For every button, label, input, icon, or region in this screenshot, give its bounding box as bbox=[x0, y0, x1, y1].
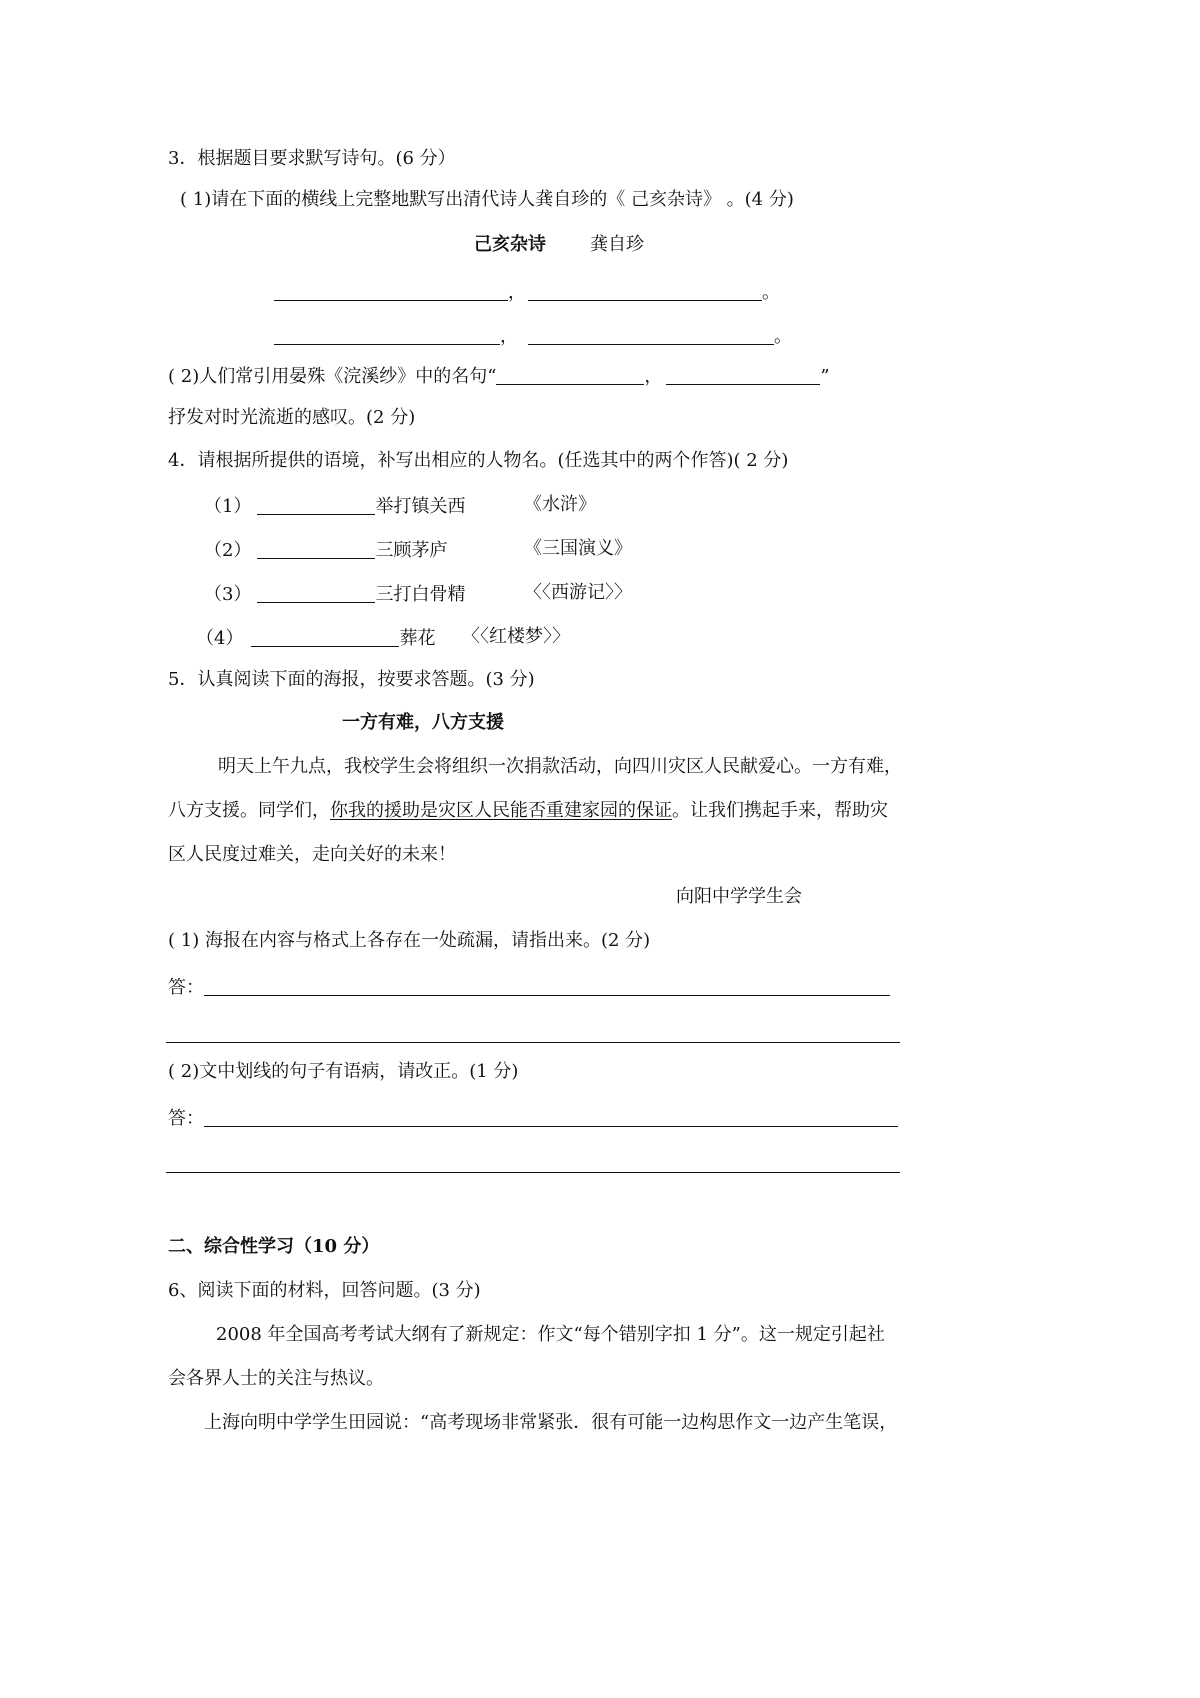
q3-title: 3．根据题目要求默写诗句。(6 分） bbox=[168, 148, 456, 169]
q3-sub2: ( 2)人们常引用晏殊《浣溪纱》中的名句“ ， ” bbox=[168, 366, 830, 387]
answer-blank[interactable] bbox=[257, 496, 375, 515]
q5-title: 5．认真阅读下面的海报，按要求答题。(3 分) bbox=[168, 669, 535, 690]
paragraph-line: 会各界人士的关注与热议。 bbox=[168, 1368, 384, 1389]
answer-blank[interactable] bbox=[528, 282, 762, 301]
poster-title: 一方有难，八方支援 bbox=[342, 712, 504, 733]
answer-blank[interactable] bbox=[204, 1108, 898, 1127]
answer-blank[interactable] bbox=[496, 366, 644, 385]
answer-blank[interactable] bbox=[166, 1024, 900, 1043]
poem-line-2: ， 。 bbox=[274, 326, 792, 346]
q4-book: 《三国演义》 bbox=[524, 538, 632, 559]
poem-title: 己亥杂诗 bbox=[474, 234, 546, 255]
answer-blank[interactable] bbox=[666, 366, 820, 385]
answer-blank[interactable] bbox=[251, 628, 399, 647]
answer-blank[interactable] bbox=[274, 282, 508, 301]
q4-item: （2） 三顾茅庐 bbox=[204, 540, 448, 561]
answer-blank[interactable] bbox=[166, 1154, 900, 1173]
underlined-sentence: 你我的援助是灾区人民能否重建家园的保证 bbox=[330, 800, 672, 821]
answer-blank[interactable] bbox=[528, 326, 774, 345]
answer-blank[interactable] bbox=[204, 977, 890, 996]
poster-signature: 向阳中学学生会 bbox=[676, 886, 802, 907]
q5-sub1: ( 1) 海报在内容与格式上各存在一处疏漏，请指出来。(2 分) bbox=[168, 930, 651, 951]
answer-blank[interactable] bbox=[257, 540, 375, 559]
q4-item: （4） 葬花 bbox=[196, 628, 436, 649]
poster-line: 区人民度过难关，走向关好的未来！ bbox=[168, 844, 456, 865]
section-heading: 二、综合性学习（10 分） bbox=[168, 1236, 380, 1257]
poster-line: 明天上午九点，我校学生会将组织一次捐款活动，向四川灾区人民献爱心。一方有难， bbox=[218, 756, 902, 777]
q3-sub2-tail: 抒发对时光流逝的感叹。(2 分) bbox=[168, 407, 416, 428]
q4-item: （3） 三打白骨精 bbox=[204, 584, 466, 605]
q3-sub1: ( 1)请在下面的横线上完整地默写出清代诗人龚自珍的《 己亥杂诗》 。(4 分) bbox=[180, 189, 794, 210]
paragraph-line: 上海向明中学学生田园说：“高考现场非常紧张．很有可能一边构思作文一边产生笔误， bbox=[204, 1412, 898, 1433]
q4-book: 《水浒》 bbox=[524, 494, 596, 515]
q4-title: 4．请根据所提供的语境，补写出相应的人物名。(任选其中的两个作答)( 2 分) bbox=[168, 450, 789, 471]
q6-title: 6、阅读下面的材料，回答问题。(3 分) bbox=[168, 1280, 481, 1301]
answer-line bbox=[166, 1024, 900, 1044]
poster-line: 八方支援。同学们，你我的援助是灾区人民能否重建家园的保证。让我们携起手来，帮助灾 bbox=[168, 800, 888, 821]
answer-blank[interactable] bbox=[274, 326, 500, 345]
paragraph-line: 2008 年全国高考考试大纲有了新规定：作文“每个错别字扣 1 分”。这一规定引起社 bbox=[216, 1324, 885, 1345]
q4-book: 〈〈红楼梦〉〉 bbox=[462, 626, 570, 647]
poem-line-1: ， 。 bbox=[274, 282, 780, 302]
q4-item: （1） 举打镇关西 bbox=[204, 496, 466, 517]
poem-author: 龚自珍 bbox=[590, 234, 644, 255]
answer-blank[interactable] bbox=[257, 584, 375, 603]
answer-line: 答： bbox=[168, 1108, 898, 1128]
answer-line bbox=[166, 1154, 900, 1174]
q5-sub2: ( 2)文中划线的句子有语病，请改正。(1 分) bbox=[168, 1061, 519, 1082]
q4-book: 〈〈西游记〉〉 bbox=[524, 582, 632, 603]
answer-line: 答： bbox=[168, 977, 890, 997]
